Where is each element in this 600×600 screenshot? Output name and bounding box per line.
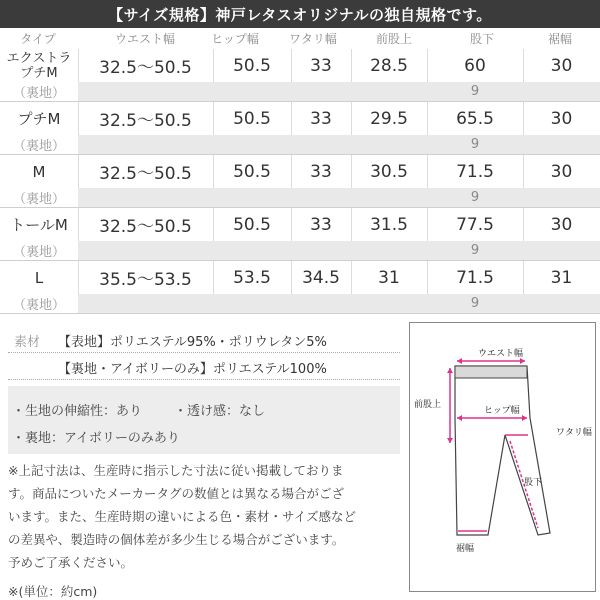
table-header — [0, 28, 600, 50]
page-title: 【サイズ規格】神戸レタスオリジナルの独自規格です。 — [0, 0, 600, 28]
cell-thigh: 33 — [291, 102, 352, 135]
cell-waist: 35.5〜53.5 — [78, 261, 214, 294]
cell-hip: 50.5 — [213, 49, 292, 82]
cell-type: エクストラ プチM — [0, 49, 79, 82]
cell-type: L — [0, 261, 79, 294]
cell-thigh: 33 — [291, 49, 352, 82]
col-hem: 裾幅 — [547, 32, 573, 46]
material-outer: 【表地】ポリエステル95%・ポリウレタン5% — [58, 335, 327, 350]
cell-thigh: 33 — [291, 208, 352, 241]
col-waist: ウエスト幅 — [114, 32, 176, 46]
note-line: の差異や、製造時の個体差が多少生じる場合がございます。 — [8, 532, 345, 547]
cell-type: トールM — [0, 208, 79, 241]
label-waist: ウエスト幅 — [478, 349, 524, 359]
divider — [8, 379, 400, 380]
features-box — [8, 386, 400, 454]
cell-inseam: 77.5 — [427, 208, 524, 241]
table-row-lining — [0, 135, 600, 154]
cell-type: プチM — [0, 102, 79, 135]
cell-hem: 31 — [550, 267, 573, 288]
cell-hem: 30 — [550, 108, 573, 129]
cell-hem: 30 — [550, 161, 573, 182]
pants-illustration — [410, 323, 595, 591]
table-row-lining — [0, 82, 600, 101]
note-line: す。商品についたメーカータグの数値とは異なる場合がござ — [8, 486, 345, 501]
material-label: 素材 — [14, 335, 41, 350]
note-line: ※上記寸法は、生産時に指示した寸法に従い掲載しておりま — [8, 463, 344, 478]
label-hip: ヒップ幅 — [484, 406, 520, 416]
lining-label: （裏地） — [0, 241, 78, 260]
label-hem: 裾幅 — [456, 544, 475, 554]
cell-rise: 31.5 — [351, 208, 428, 241]
cell-waist: 32.5〜50.5 — [78, 208, 214, 241]
feature-lining: ・裏地：アイボリーのみあり — [12, 431, 180, 446]
col-inseam: 股下 — [469, 32, 495, 46]
lining-inseam: 9 — [470, 190, 480, 205]
table-row — [0, 208, 600, 241]
lining-label: （裏地） — [0, 294, 78, 313]
cell-hip: 53.5 — [213, 261, 292, 294]
lining-label: （裏地） — [0, 188, 78, 207]
lining-inseam: 9 — [470, 137, 480, 152]
col-thigh: ワタリ幅 — [289, 32, 337, 46]
feature-sheer: ・透け感：なし — [174, 404, 266, 419]
divider — [8, 352, 400, 353]
row-divider — [0, 313, 600, 314]
cell-thigh: 33 — [291, 155, 352, 188]
table-row — [0, 155, 600, 188]
table-row-lining — [0, 241, 600, 260]
lining-inseam: 9 — [470, 84, 480, 99]
cell-hip: 50.5 — [213, 102, 292, 135]
table-row-lining — [0, 294, 600, 313]
col-type: タイプ — [20, 32, 56, 46]
cell-hem: 30 — [550, 55, 573, 76]
lining-inseam: 9 — [470, 243, 480, 258]
cell-rise: 30.5 — [351, 155, 428, 188]
cell-inseam: 60 — [427, 49, 524, 82]
note-line: 予めご了承ください。 — [8, 555, 134, 570]
label-thigh: ワタリ幅 — [556, 428, 592, 438]
col-hip: ヒップ幅 — [211, 32, 259, 46]
lining-label: （裏地） — [0, 82, 78, 101]
cell-thigh: 34.5 — [291, 261, 352, 294]
cell-inseam: 71.5 — [427, 155, 524, 188]
cell-rise: 29.5 — [351, 102, 428, 135]
unit-note: ※(単位：約cm) — [8, 584, 98, 599]
cell-inseam: 65.5 — [427, 102, 524, 135]
label-rise: 前股上 — [414, 400, 442, 410]
cell-rise: 31 — [351, 261, 428, 294]
cell-waist: 32.5〜50.5 — [78, 102, 214, 135]
table-row-lining — [0, 188, 600, 207]
note-text — [8, 459, 400, 574]
cell-rise: 28.5 — [351, 49, 428, 82]
pants-diagram — [409, 322, 596, 592]
cell-waist: 32.5〜50.5 — [78, 155, 214, 188]
label-inseam: 股下 — [524, 478, 543, 488]
lining-label: （裏地） — [0, 135, 78, 154]
cell-hip: 50.5 — [213, 208, 292, 241]
cell-inseam: 71.5 — [427, 261, 524, 294]
lining-inseam: 9 — [470, 296, 480, 311]
col-rise: 前股上 — [375, 32, 413, 46]
cell-type: M — [0, 155, 79, 188]
material-lining: 【裏地・アイボリーのみ】ポリエステル100% — [58, 362, 327, 377]
table-row — [0, 261, 600, 294]
feature-stretch: ・生地の伸縮性：あり — [12, 404, 143, 419]
table-row — [0, 102, 600, 135]
note-line: います。また、生産時期の違いによる色・素材・サイズ感など — [8, 509, 357, 524]
table-row — [0, 49, 600, 82]
cell-hem: 30 — [550, 214, 573, 235]
cell-waist: 32.5〜50.5 — [78, 49, 214, 82]
cell-hip: 50.5 — [213, 155, 292, 188]
